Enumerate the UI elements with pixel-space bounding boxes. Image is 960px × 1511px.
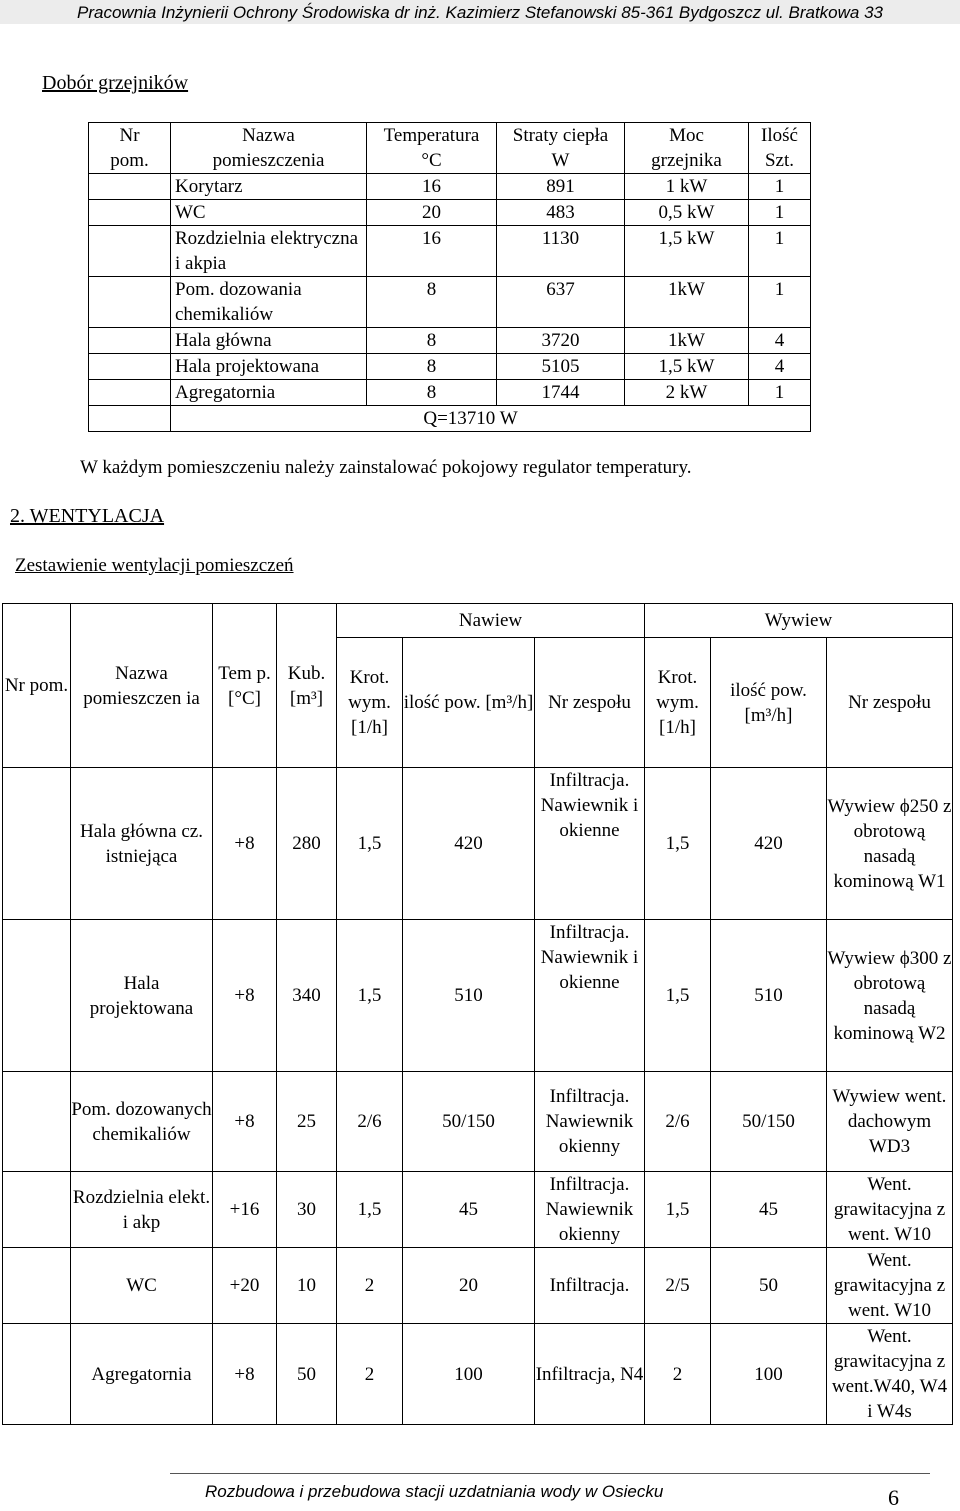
- power: 1,5 kW: [625, 226, 749, 277]
- supply-unit: Infiltracja. Nawiewnik okienny: [535, 1172, 645, 1248]
- table-row: [89, 174, 811, 200]
- heat-loss: 1744: [497, 380, 625, 406]
- quantity: 1: [749, 200, 811, 226]
- header-name: Nazwa pomieszczen ia: [71, 604, 213, 768]
- flow-out: 45: [711, 1172, 827, 1248]
- header-zesp-out: Nr zespołu: [827, 638, 953, 768]
- supply-unit: Infiltracja. Nawiewnik i okienne: [535, 768, 645, 920]
- ventilation-subtitle: Zestawienie wentylacji pomieszczeń: [15, 555, 294, 576]
- quantity: 1: [749, 277, 811, 328]
- heat-loss: 637: [497, 277, 625, 328]
- table-row: [89, 226, 811, 277]
- krot-out: 2/6: [645, 1072, 711, 1172]
- exhaust-unit: Went. grawitacyjna z went.W40, W4 i W4s: [827, 1324, 953, 1425]
- header-wywiew: Wywiew: [645, 604, 953, 638]
- temperature: +8: [213, 768, 277, 920]
- table-row: [89, 354, 811, 380]
- power: 1kW: [625, 277, 749, 328]
- flow-out: 50/150: [711, 1072, 827, 1172]
- room-name: Rozdzielnia elektryczna i akpia: [171, 226, 367, 277]
- table-row: [3, 920, 953, 1072]
- supply-unit: Infiltracja, N4: [535, 1324, 645, 1425]
- quantity: 4: [749, 354, 811, 380]
- table-row: [3, 768, 953, 920]
- header-zesp-in: Nr zespołu: [535, 638, 645, 768]
- quantity: 4: [749, 328, 811, 354]
- header-kub: Kub. [m³]: [277, 604, 337, 768]
- flow-in: 420: [403, 768, 535, 920]
- page-number: 6: [888, 1485, 899, 1510]
- power: 1 kW: [625, 174, 749, 200]
- flow-out: 50: [711, 1248, 827, 1324]
- header-temperature: Temperatura °C: [367, 123, 497, 174]
- table-row: [3, 1172, 953, 1248]
- volume: 50: [277, 1324, 337, 1425]
- table-row: [89, 277, 811, 328]
- header-nawiew: Nawiew: [337, 604, 645, 638]
- temperature: 8: [367, 277, 497, 328]
- table-row: [3, 1324, 953, 1425]
- krot-out: 1,5: [645, 1172, 711, 1248]
- krot-in: 2/6: [337, 1072, 403, 1172]
- heat-loss: 1130: [497, 226, 625, 277]
- temperature: +16: [213, 1172, 277, 1248]
- flow-in: 45: [403, 1172, 535, 1248]
- flow-in: 100: [403, 1324, 535, 1425]
- power: 1,5 kW: [625, 354, 749, 380]
- supply-unit: Infiltracja.: [535, 1248, 645, 1324]
- room-name: Pom. dozowania chemikaliów: [171, 277, 367, 328]
- room-name: Rozdzielnia elekt. i akp: [71, 1172, 213, 1248]
- volume: 340: [277, 920, 337, 1072]
- quantity: 1: [749, 226, 811, 277]
- krot-out: 2/5: [645, 1248, 711, 1324]
- ventilation-group-row: [3, 604, 953, 638]
- page-header: Pracownia Inżynierii Ochrony Środowiska dr inż. Kazimierz Stefanowski 85-361 Bydgoszcz ul. Bratkowa 33: [77, 3, 883, 22]
- table-row: [89, 200, 811, 226]
- krot-out: 1,5: [645, 920, 711, 1072]
- regulator-note: W każdym pomieszczeniu należy zainstalować pokojowy regulator temperatury.: [80, 457, 692, 478]
- header-quantity: Ilość Szt.: [749, 123, 811, 174]
- flow-out: 510: [711, 920, 827, 1072]
- krot-in: 1,5: [337, 768, 403, 920]
- header-krot-in: Krot. wym. [1/h]: [337, 638, 403, 768]
- heat-loss: 891: [497, 174, 625, 200]
- krot-out: 1,5: [645, 768, 711, 920]
- krot-in: 1,5: [337, 920, 403, 1072]
- room-name: Agregatornia: [171, 380, 367, 406]
- exhaust-unit: Went. grawitacyjna z went. W10: [827, 1172, 953, 1248]
- volume: 25: [277, 1072, 337, 1172]
- krot-out: 2: [645, 1324, 711, 1425]
- exhaust-unit: Wywiew ϕ250 z obrotową nasadą kominową W1: [827, 768, 953, 920]
- heat-loss: 5105: [497, 354, 625, 380]
- flow-out: 100: [711, 1324, 827, 1425]
- total-row: [89, 406, 811, 432]
- flow-in: 20: [403, 1248, 535, 1324]
- power: 0,5 kW: [625, 200, 749, 226]
- header-nr: Nr pom.: [89, 123, 171, 174]
- section-title-ventilation: 2. WENTYLACJA: [10, 505, 165, 527]
- krot-in: 2: [337, 1324, 403, 1425]
- temperature: 8: [367, 380, 497, 406]
- room-name: Hala projektowana: [171, 354, 367, 380]
- header-flow-in: ilość pow. [m³/h]: [403, 638, 535, 768]
- temperature: +8: [213, 1324, 277, 1425]
- volume: 280: [277, 768, 337, 920]
- flow-in: 50/150: [403, 1072, 535, 1172]
- volume: 30: [277, 1172, 337, 1248]
- room-name: Agregatornia: [71, 1324, 213, 1425]
- room-name: WC: [71, 1248, 213, 1324]
- header-power: Moc grzejnika: [625, 123, 749, 174]
- table-row: [89, 328, 811, 354]
- room-name: Korytarz: [171, 174, 367, 200]
- power: 2 kW: [625, 380, 749, 406]
- room-name: Hala projektowana: [71, 920, 213, 1072]
- krot-in: 2: [337, 1248, 403, 1324]
- quantity: 1: [749, 380, 811, 406]
- radiators-table: [88, 122, 811, 432]
- temperature: 16: [367, 174, 497, 200]
- radiators-header-row: [89, 123, 811, 174]
- footer-divider: [170, 1473, 930, 1474]
- quantity: 1: [749, 174, 811, 200]
- temperature: +20: [213, 1248, 277, 1324]
- temperature: +8: [213, 920, 277, 1072]
- total-heat-loss: Q=13710 W: [171, 406, 811, 432]
- flow-out: 420: [711, 768, 827, 920]
- volume: 10: [277, 1248, 337, 1324]
- table-row: [3, 1248, 953, 1324]
- exhaust-unit: Went. grawitacyjna z went. W10: [827, 1248, 953, 1324]
- supply-unit: Infiltracja. Nawiewnik i okienne: [535, 920, 645, 1072]
- exhaust-unit: Wywiew ϕ300 z obrotową nasadą kominową W2: [827, 920, 953, 1072]
- temperature: 20: [367, 200, 497, 226]
- header-temp: Tem p. [°C]: [213, 604, 277, 768]
- ventilation-table: [2, 603, 953, 1425]
- exhaust-unit: Wywiew went. dachowym WD3: [827, 1072, 953, 1172]
- heat-loss: 3720: [497, 328, 625, 354]
- header-flow-out: ilość pow. [m³/h]: [711, 638, 827, 768]
- power: 1kW: [625, 328, 749, 354]
- header-nr: Nr pom.: [3, 604, 71, 768]
- room-name: Pom. dozowanych chemikaliów: [71, 1072, 213, 1172]
- room-name: Hala główna cz. istniejąca: [71, 768, 213, 920]
- supply-unit: Infiltracja. Nawiewnik okienny: [535, 1072, 645, 1172]
- temperature: 16: [367, 226, 497, 277]
- table-row: [89, 380, 811, 406]
- section-title-radiators: Dobór grzejników: [42, 72, 189, 94]
- table-row: [3, 1072, 953, 1172]
- page-footer: Rozbudowa i przebudowa stacji uzdatniania wody w Osiecku: [205, 1482, 664, 1501]
- flow-in: 510: [403, 920, 535, 1072]
- header-heat-loss: Straty ciepła W: [497, 123, 625, 174]
- header-name: Nazwa pomieszczenia: [171, 123, 367, 174]
- krot-in: 1,5: [337, 1172, 403, 1248]
- header-krot-out: Krot. wym. [1/h]: [645, 638, 711, 768]
- room-name: Hala główna: [171, 328, 367, 354]
- temperature: +8: [213, 1072, 277, 1172]
- room-name: WC: [171, 200, 367, 226]
- temperature: 8: [367, 354, 497, 380]
- heat-loss: 483: [497, 200, 625, 226]
- temperature: 8: [367, 328, 497, 354]
